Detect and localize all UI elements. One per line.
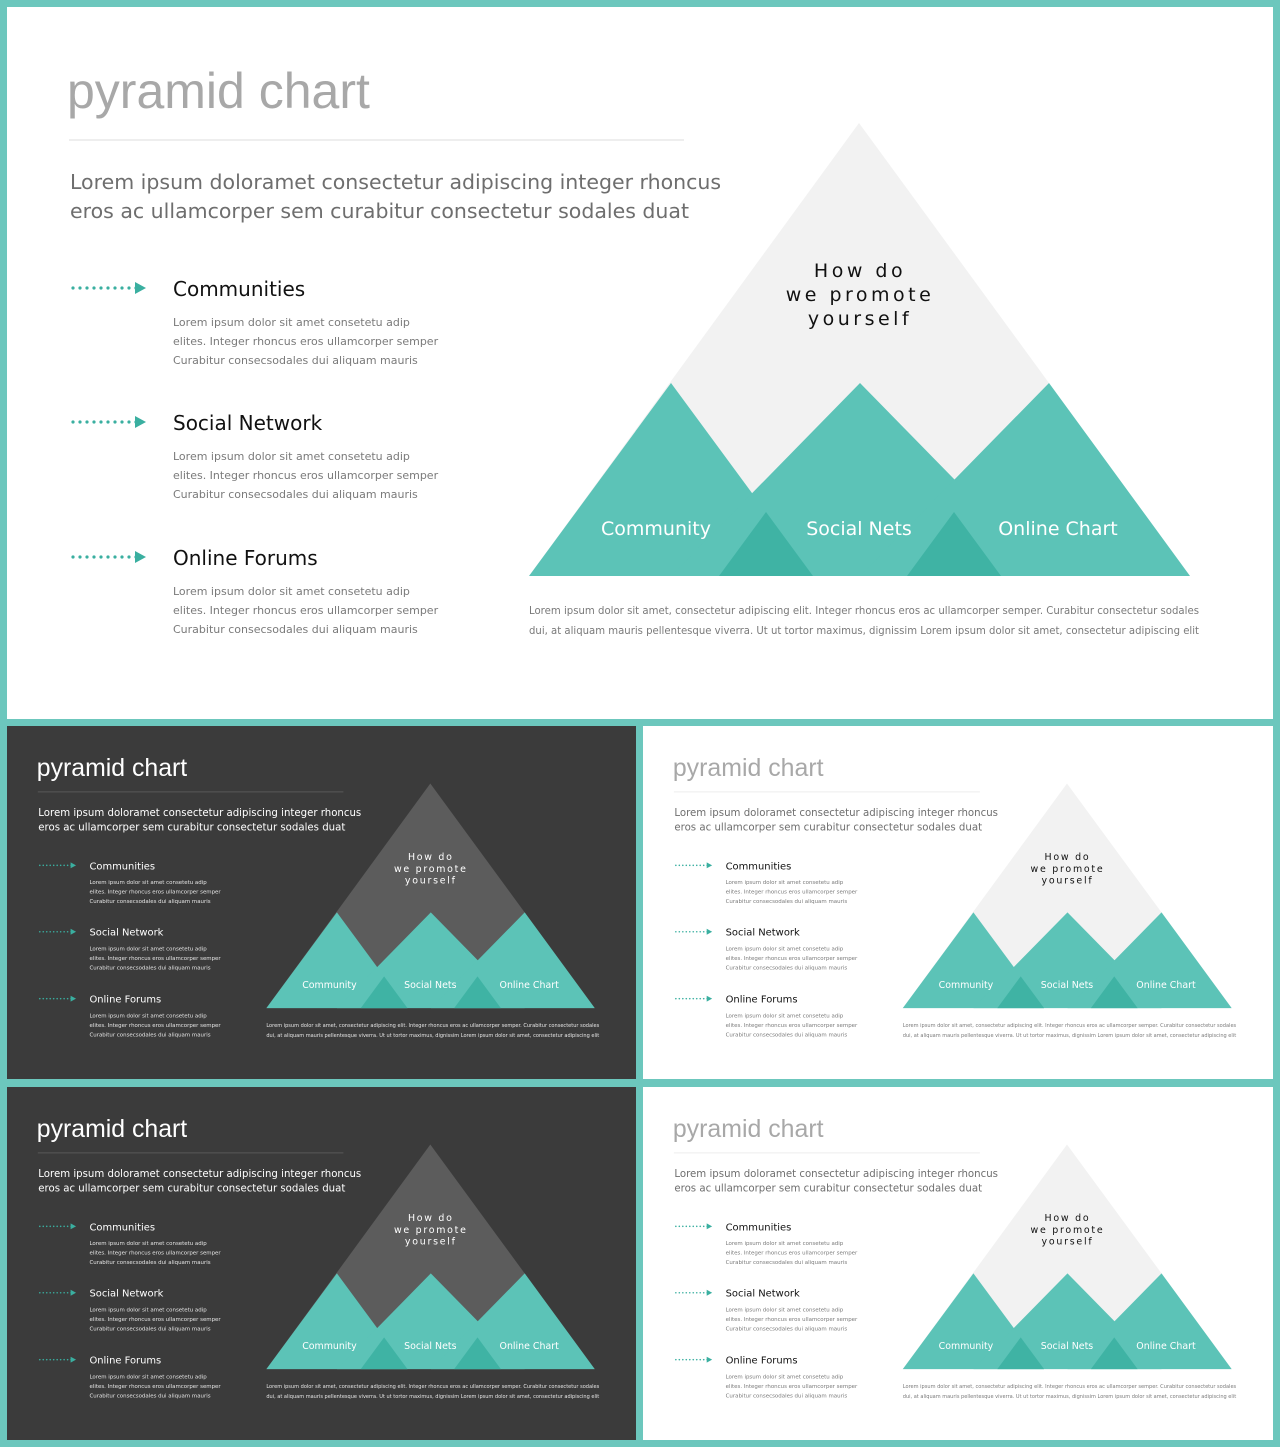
slide-main	[7, 7, 1273, 719]
pyramid-top-label: we promote	[1030, 863, 1105, 875]
item-description-line: elites. Integer rhoncus eros ullamcorper semper	[725, 1022, 858, 1029]
subtitle-line: Lorem ipsum doloramet consectetur adipiscing integer rhoncus	[674, 808, 998, 820]
slide-title: pyramid chart	[672, 755, 824, 783]
list-item	[71, 277, 438, 367]
item-description-line: Lorem ipsum dolor sit amet consetetu adip	[89, 1013, 207, 1020]
subtitle-line: Lorem ipsum doloramet consectetur adipiscing integer rhoncus	[38, 1169, 362, 1181]
item-description-line: elites. Integer rhoncus eros ullamcorper semper	[173, 335, 439, 348]
pyramid-top-label: How do	[407, 1212, 454, 1224]
footer-text-line: Lorem ipsum dolor sit amet, consectetur adipiscing elit. Integer rhoncus eros ac ullamcorper semper. Curabitur consectetur sodales	[902, 1022, 1237, 1029]
item-description-line: elites. Integer rhoncus eros ullamcorper semper	[725, 1250, 858, 1257]
slide-light-1	[643, 726, 1273, 1079]
item-heading: Online Forums	[173, 546, 318, 570]
list-item	[675, 1356, 858, 1400]
footer-text-line: Lorem ipsum dolor sit amet, consectetur adipiscing elit. Integer rhoncus eros ac ullamcorper semper. Curabitur consectetur sodales	[266, 1022, 600, 1029]
subtitle-line: eros ac ullamcorper sem curabitur consectetur sodales duat	[38, 1183, 346, 1195]
dotted-arrow-icon	[675, 1357, 712, 1363]
item-description-line: elites. Integer rhoncus eros ullamcorper semper	[725, 1383, 858, 1390]
list-item	[39, 1356, 221, 1400]
slide-canvas	[7, 726, 636, 1079]
subtitle-line: Lorem ipsum doloramet consectetur adipiscing integer rhoncus	[70, 170, 722, 194]
list-item	[39, 928, 221, 972]
item-heading: Communities	[173, 277, 306, 301]
slide-title: pyramid chart	[36, 1116, 188, 1144]
item-description-line: elites. Integer rhoncus eros ullamcorper semper	[725, 889, 858, 896]
slide-title: pyramid chart	[672, 1116, 824, 1144]
dotted-arrow-icon	[39, 862, 76, 868]
item-description-line: Curabitur consecsodales dui aliquam mauris	[89, 1260, 211, 1266]
list-item	[675, 1289, 858, 1333]
dotted-arrow-icon	[39, 1223, 76, 1229]
list-item	[675, 928, 858, 972]
pyramid-segment-label: Social Nets	[404, 1340, 457, 1352]
dotted-arrow-icon	[71, 551, 146, 563]
item-description-line: Lorem ipsum dolor sit amet consetetu adip	[725, 1374, 844, 1381]
pyramid-segment-label: Community	[938, 1340, 994, 1352]
list-item	[675, 995, 858, 1039]
item-description-line: Lorem ipsum dolor sit amet consetetu adip	[89, 1241, 207, 1248]
slide-dark-2	[7, 1087, 636, 1440]
list-item	[71, 546, 438, 636]
item-description-line: Curabitur consecsodales dui aliquam mauris	[89, 965, 211, 972]
subtitle-line: Lorem ipsum doloramet consectetur adipiscing integer rhoncus	[674, 1169, 998, 1181]
item-description-line: elites. Integer rhoncus eros ullamcorper semper	[173, 469, 439, 482]
item-description-line: Curabitur consecsodales dui aliquam mauris	[725, 965, 848, 972]
slide-canvas	[643, 726, 1273, 1079]
list-item	[675, 1222, 858, 1266]
pyramid-top-label: yourself	[404, 875, 457, 887]
pyramid-segment-label: Social Nets	[806, 518, 912, 540]
item-heading: Online Forums	[725, 994, 798, 1006]
pyramid-top-label: How do	[1044, 1212, 1091, 1224]
pyramid-segment-label: Community	[302, 979, 357, 991]
slide-title: pyramid chart	[67, 63, 370, 119]
slide-canvas	[643, 1087, 1273, 1440]
slide-canvas	[7, 1087, 636, 1440]
pyramid-top-label: yourself	[1041, 875, 1094, 887]
dotted-arrow-icon	[675, 996, 712, 1002]
dotted-arrow-icon	[39, 1357, 76, 1363]
dotted-arrow-icon	[71, 282, 146, 294]
item-heading: Social Network	[89, 927, 164, 939]
item-description-line: elites. Integer rhoncus eros ullamcorper semper	[89, 1250, 221, 1257]
pyramid-segment-label: Community	[601, 518, 711, 540]
footer-text-line: dui, at aliquam mauris pellentesque viverra. Ut ut tortor maximus, dignissim Lorem ipsum dolor sit amet, consectetur adipiscing elit	[266, 1393, 600, 1400]
pyramid-top-label: yourself	[807, 308, 913, 330]
subtitle-line: eros ac ullamcorper sem curabitur consectetur sodales duat	[70, 199, 690, 223]
slide-canvas	[7, 7, 1273, 719]
item-description-line: Lorem ipsum dolor sit amet consetetu adip	[725, 946, 844, 953]
dotted-arrow-icon	[39, 996, 76, 1002]
item-heading: Social Network	[89, 1288, 164, 1300]
pyramid-segment-label: Online Chart	[1136, 1340, 1196, 1352]
item-description-line: elites. Integer rhoncus eros ullamcorper semper	[89, 1022, 221, 1029]
list-item	[39, 861, 221, 905]
dotted-arrow-icon	[675, 1223, 712, 1229]
item-heading: Communities	[725, 861, 792, 873]
item-description-line: Curabitur consecsodales dui aliquam mauris	[89, 1393, 211, 1400]
pyramid-segment-label: Online Chart	[1136, 979, 1196, 991]
item-description-line: Curabitur consecsodales dui aliquam mauris	[89, 899, 211, 905]
item-heading: Online Forums	[725, 1355, 798, 1367]
pyramid-segment-label: Community	[938, 979, 994, 991]
item-description-line: Curabitur consecsodales dui aliquam mauris	[725, 1032, 848, 1039]
pyramid-top-label: How do	[407, 851, 454, 863]
list-item	[39, 1222, 221, 1266]
pyramid-segment-label: Online Chart	[998, 518, 1118, 540]
dotted-arrow-icon	[675, 1290, 712, 1296]
item-description-line: Lorem ipsum dolor sit amet consetetu adip	[173, 585, 410, 598]
slide-light-2	[643, 1087, 1273, 1440]
item-description-line: Lorem ipsum dolor sit amet consetetu adip	[89, 946, 207, 953]
item-heading: Communities	[725, 1222, 792, 1234]
dotted-arrow-icon	[675, 929, 712, 935]
pyramid-segment-label: Social Nets	[404, 979, 457, 991]
footer-text-line: dui, at aliquam mauris pellentesque viverra. Ut ut tortor maximus, dignissim Lorem ipsum dolor sit amet, consectetur adipiscing elit	[266, 1032, 600, 1039]
pyramid-top-label: we promote	[785, 284, 935, 306]
item-heading: Communities	[89, 861, 156, 873]
footer-text-line: Lorem ipsum dolor sit amet, consectetur adipiscing elit. Integer rhoncus eros ac ullamcorper semper. Curabitur consectetur sodales	[266, 1383, 600, 1390]
pyramid-segment-label: Online Chart	[499, 1340, 559, 1352]
list-item	[71, 411, 438, 501]
pyramid-top-label: we promote	[393, 1224, 468, 1236]
item-description-line: Lorem ipsum dolor sit amet consetetu adip	[89, 880, 207, 887]
item-description-line: Curabitur consecsodales dui aliquam mauris	[173, 623, 418, 636]
subtitle-line: eros ac ullamcorper sem curabitur consectetur sodales duat	[674, 822, 983, 834]
pyramid-top-label: How do	[813, 260, 907, 282]
pyramid-top-label: yourself	[404, 1236, 457, 1248]
item-heading: Online Forums	[89, 1355, 162, 1367]
pyramid-top-label: How do	[1044, 851, 1091, 863]
footer-text-line: Lorem ipsum dolor sit amet, consectetur adipiscing elit. Integer rhoncus eros ac ullamcorper semper. Curabitur consectetur sodales	[529, 605, 1199, 617]
subtitle-line: eros ac ullamcorper sem curabitur consectetur sodales duat	[674, 1183, 983, 1195]
item-description-line: elites. Integer rhoncus eros ullamcorper semper	[89, 889, 221, 896]
dotted-arrow-icon	[71, 416, 146, 428]
pyramid-segment-label: Community	[302, 1340, 357, 1352]
item-description-line: Curabitur consecsodales dui aliquam mauris	[89, 1326, 211, 1333]
item-heading: Social Network	[725, 927, 800, 939]
item-description-line: Lorem ipsum dolor sit amet consetetu adip	[89, 1374, 207, 1381]
dotted-arrow-icon	[675, 862, 712, 868]
item-heading: Online Forums	[89, 994, 162, 1006]
footer-text-line: dui, at aliquam mauris pellentesque viverra. Ut ut tortor maximus, dignissim Lorem ipsum dolor sit amet, consectetur adipiscing elit	[902, 1393, 1237, 1400]
item-heading: Social Network	[173, 411, 323, 435]
item-description-line: elites. Integer rhoncus eros ullamcorper semper	[89, 1317, 221, 1324]
pyramid-segment-label: Social Nets	[1040, 979, 1094, 991]
item-description-line: Lorem ipsum dolor sit amet consetetu adip	[725, 1307, 844, 1314]
item-description-line: Curabitur consecsodales dui aliquam mauris	[725, 1260, 848, 1266]
item-description-line: Curabitur consecsodales dui aliquam mauris	[725, 1393, 848, 1400]
item-description-line: Curabitur consecsodales dui aliquam mauris	[173, 354, 418, 367]
slide-title: pyramid chart	[36, 755, 188, 783]
item-description-line: elites. Integer rhoncus eros ullamcorper semper	[725, 956, 858, 963]
item-description-line: Curabitur consecsodales dui aliquam mauris	[173, 488, 418, 501]
subtitle-line: eros ac ullamcorper sem curabitur consectetur sodales duat	[38, 822, 346, 834]
item-description-line: Lorem ipsum dolor sit amet consetetu adip	[725, 1241, 844, 1248]
item-description-line: Curabitur consecsodales dui aliquam mauris	[725, 1326, 848, 1333]
pyramid-top-label: yourself	[1041, 1236, 1094, 1248]
item-description-line: Lorem ipsum dolor sit amet consetetu adip	[89, 1307, 207, 1314]
pyramid-top-label: we promote	[393, 863, 468, 875]
subtitle-line: Lorem ipsum doloramet consectetur adipiscing integer rhoncus	[38, 808, 362, 820]
pyramid-top-label: we promote	[1030, 1224, 1105, 1236]
pyramid-segment-label: Social Nets	[1040, 1340, 1094, 1352]
dotted-arrow-icon	[39, 1290, 76, 1296]
item-description-line: Lorem ipsum dolor sit amet consetetu adip	[725, 1013, 844, 1020]
item-description-line: Lorem ipsum dolor sit amet consetetu adip	[725, 880, 844, 887]
footer-text-line: Lorem ipsum dolor sit amet, consectetur adipiscing elit. Integer rhoncus eros ac ullamcorper semper. Curabitur consectetur sodales	[902, 1383, 1237, 1390]
item-heading: Social Network	[725, 1288, 800, 1300]
item-description-line: Curabitur consecsodales dui aliquam mauris	[89, 1032, 211, 1039]
item-description-line: elites. Integer rhoncus eros ullamcorper semper	[89, 1383, 221, 1390]
item-description-line: Lorem ipsum dolor sit amet consetetu adip	[173, 316, 410, 329]
dotted-arrow-icon	[39, 929, 76, 935]
item-description-line: elites. Integer rhoncus eros ullamcorper semper	[173, 604, 439, 617]
list-item	[39, 1289, 221, 1333]
item-description-line: Lorem ipsum dolor sit amet consetetu adip	[173, 450, 410, 463]
slide-dark-1	[7, 726, 636, 1079]
item-heading: Communities	[89, 1222, 156, 1234]
pyramid-segment-label: Online Chart	[499, 979, 559, 991]
footer-text-line: dui, at aliquam mauris pellentesque viverra. Ut ut tortor maximus, dignissim Lorem ipsum dolor sit amet, consectetur adipiscing elit	[529, 625, 1199, 637]
item-description-line: elites. Integer rhoncus eros ullamcorper semper	[89, 956, 221, 963]
item-description-line: elites. Integer rhoncus eros ullamcorper semper	[725, 1317, 858, 1324]
footer-text-line: dui, at aliquam mauris pellentesque viverra. Ut ut tortor maximus, dignissim Lorem ipsum dolor sit amet, consectetur adipiscing elit	[902, 1032, 1237, 1039]
list-item	[39, 995, 221, 1039]
list-item	[675, 861, 858, 905]
item-description-line: Curabitur consecsodales dui aliquam mauris	[725, 899, 848, 905]
